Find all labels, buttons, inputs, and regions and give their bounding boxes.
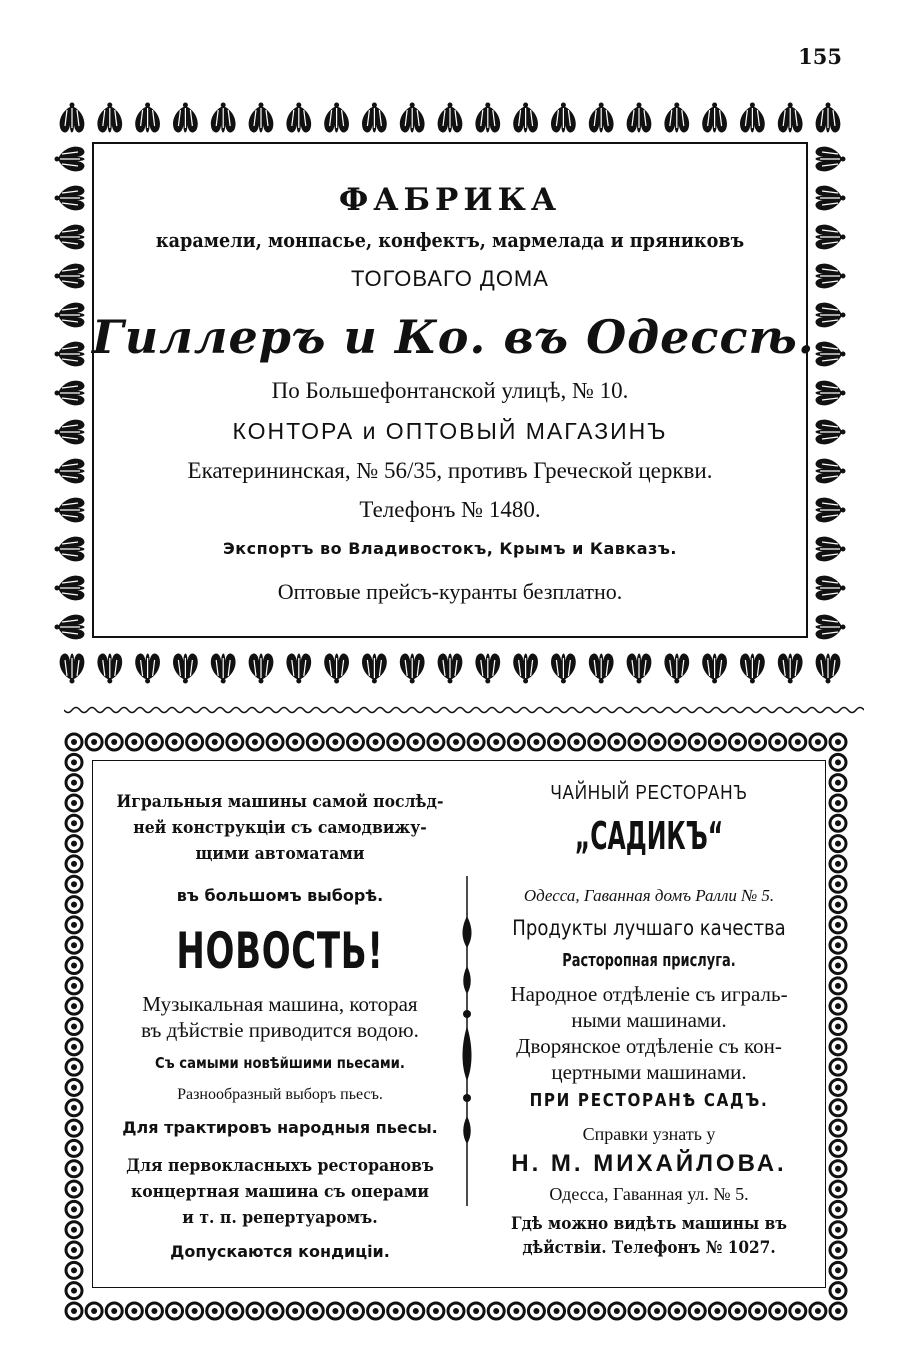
palmette-ornament — [55, 576, 85, 601]
palmette-ornament — [815, 420, 845, 445]
ring-ornament — [448, 734, 464, 750]
ring-ornament — [830, 795, 846, 811]
ring-ornament — [287, 1303, 303, 1319]
folk-section-line2: ными машинами. — [571, 1008, 727, 1032]
palmette-ornament — [551, 103, 576, 133]
ad1-phone: Телефонъ № 1480. — [359, 497, 541, 522]
ring-ornament — [830, 1242, 846, 1258]
ring-ornament — [207, 1303, 223, 1319]
palmette-ornament — [815, 303, 845, 328]
restaurant-address: Одесса, Гаванная домъ Ралли № 5. — [523, 886, 775, 905]
palmette-ornament — [815, 498, 845, 523]
palmette-ornament — [589, 653, 614, 683]
ring-ornament — [649, 1303, 665, 1319]
ring-ornament — [66, 1181, 82, 1197]
palmette-ornament — [97, 653, 122, 683]
novelty-headline: НОВОСТЬ! — [176, 922, 384, 980]
palmette-ornament — [286, 103, 311, 133]
palmette-ornament — [211, 103, 236, 133]
ring-ornament — [126, 734, 142, 750]
ring-ornament — [347, 1303, 363, 1319]
ring-ornament — [669, 734, 685, 750]
palmette-ornament — [55, 459, 85, 484]
palmette-ornament — [815, 615, 845, 640]
ring-ornament — [830, 1181, 846, 1197]
ring-ornament — [830, 1059, 846, 1075]
ring-ornament — [729, 734, 745, 750]
ring-ornament — [327, 1303, 343, 1319]
palmette-ornament — [815, 186, 845, 211]
ring-ornament — [66, 815, 82, 831]
ring-ornament — [66, 937, 82, 953]
palmette-ornament — [551, 653, 576, 683]
owner-name: Н. М. МИХАЙЛОВА. — [511, 1150, 787, 1177]
palmette-ornament — [55, 498, 85, 523]
ring-ornament — [408, 1303, 424, 1319]
palmette-ornament — [513, 653, 538, 683]
ring-ornament — [830, 1283, 846, 1299]
restaurant-name: „САДИКЪ“ — [574, 814, 724, 858]
ad2-left-column — [96, 764, 464, 1284]
taverns-pieces: Для трактировъ народныя пьесы. — [122, 1118, 438, 1137]
ring-ornament — [227, 734, 243, 750]
ring-ornament — [830, 1019, 846, 1035]
palmette-ornament — [55, 264, 85, 289]
palmette-ornament — [60, 103, 85, 133]
ring-ornament — [187, 1303, 203, 1319]
newest-pieces: Съ самыми новѣйшими пьесами. — [155, 1054, 405, 1072]
ring-ornament — [66, 876, 82, 892]
ring-ornament — [549, 1303, 565, 1319]
ring-ornament — [830, 917, 846, 933]
ad1-trading-house: ТОГОВАГО ДОМА — [351, 266, 549, 291]
ad1-export: Экспортъ во Владивостокъ, Крымъ и Кавказъ. — [223, 539, 677, 558]
ad1-title: ФАБРИКА — [338, 182, 562, 218]
pieces-variety: Разнообразный выборъ пьесъ. — [177, 1086, 383, 1103]
owner-address: Одесса, Гаванная ул. № 5. — [549, 1184, 749, 1204]
page-number: 155 — [798, 44, 842, 69]
palmette-ornament — [60, 653, 85, 683]
palmette-ornament — [324, 103, 349, 133]
palmette-ornament — [55, 225, 85, 250]
ring-ornament — [267, 1303, 283, 1319]
ring-ornament — [629, 1303, 645, 1319]
ad1-factory-address: По Большефонтанской улицѣ, № 10. — [271, 378, 629, 403]
palmette-ornament — [815, 381, 845, 406]
ring-ornament — [790, 1303, 806, 1319]
ring-ornament — [508, 1303, 524, 1319]
palmette-ornament — [249, 653, 274, 683]
ring-ornament — [468, 734, 484, 750]
ring-ornament — [830, 958, 846, 974]
palmette-ornament — [664, 103, 689, 133]
ring-ornament — [66, 1059, 82, 1075]
ring-ornament — [66, 1242, 82, 1258]
ring-ornament — [66, 775, 82, 791]
palmette-ornament — [324, 653, 349, 683]
palmette-ornament — [173, 103, 198, 133]
ad2-panel — [96, 764, 826, 1284]
ring-ornament — [167, 1303, 183, 1319]
ring-ornament — [66, 1140, 82, 1156]
ring-ornament — [709, 1303, 725, 1319]
ring-ornament — [750, 1303, 766, 1319]
ring-ornament — [66, 917, 82, 933]
ring-ornament — [830, 1303, 846, 1319]
palmette-ornament — [55, 147, 85, 172]
palmette-ornament — [55, 537, 85, 562]
palmette-ornament — [815, 459, 845, 484]
ring-ornament — [66, 1100, 82, 1116]
ring-ornament — [448, 1303, 464, 1319]
ring-ornament — [770, 734, 786, 750]
ring-ornament — [66, 734, 82, 750]
palmette-ornament — [211, 653, 236, 683]
palmette-ornament — [815, 576, 845, 601]
palmette-ornament — [702, 653, 727, 683]
ring-ornament — [66, 998, 82, 1014]
ring-ornament — [66, 1079, 82, 1095]
palmette-ornament — [702, 103, 727, 133]
ring-ornament — [830, 1161, 846, 1177]
ring-ornament — [830, 1100, 846, 1116]
ring-ornament — [830, 1140, 846, 1156]
ring-ornament — [408, 734, 424, 750]
palmette-ornament — [135, 103, 160, 133]
ring-ornament — [307, 734, 323, 750]
palmette-ornament — [55, 615, 85, 640]
garden-notice: ПРИ РЕСТОРАНѢ САДЪ. — [529, 1090, 769, 1111]
ring-ornament — [709, 734, 725, 750]
ring-ornament — [569, 1303, 585, 1319]
ring-ornament — [287, 734, 303, 750]
ring-ornament — [66, 1201, 82, 1217]
ring-ornament — [810, 734, 826, 750]
palmette-ornament — [400, 103, 425, 133]
ring-ornament — [689, 1303, 705, 1319]
ring-ornament — [106, 1303, 122, 1319]
noble-section-line2: цертными машинами. — [551, 1060, 747, 1084]
music-machine-desc1: Музыкальная машина, которая — [142, 992, 418, 1016]
ring-ornament — [830, 978, 846, 994]
ring-ornament — [66, 1262, 82, 1278]
ring-ornament — [468, 1303, 484, 1319]
wavy-divider — [64, 702, 864, 718]
palmette-ornament — [815, 147, 845, 172]
restaurants-line1: Для первокласныхъ ресторановъ — [126, 1156, 434, 1176]
ad1-subtitle: карамели, монпасье, конфектъ, мармелада и пряниковъ — [155, 228, 745, 252]
ring-ornament — [830, 836, 846, 852]
ring-ornament — [689, 734, 705, 750]
ring-ornament — [267, 734, 283, 750]
ring-ornament — [830, 1262, 846, 1278]
palmette-ornament — [740, 103, 765, 133]
ring-ornament — [207, 734, 223, 750]
ring-ornament — [66, 1161, 82, 1177]
palmette-ornament — [286, 653, 311, 683]
palmette-ornament — [816, 653, 841, 683]
ring-ornament — [810, 1303, 826, 1319]
palmette-ornament — [135, 653, 160, 683]
palmette-ornament — [173, 653, 198, 683]
ring-ornament — [830, 998, 846, 1014]
ring-ornament — [830, 1222, 846, 1238]
ring-ornament — [488, 1303, 504, 1319]
ad2-right-column — [472, 764, 826, 1284]
ring-ornament — [227, 1303, 243, 1319]
ring-ornament — [528, 734, 544, 750]
ring-ornament — [830, 1201, 846, 1217]
ring-ornament — [66, 754, 82, 770]
palmette-ornament — [249, 103, 274, 133]
palmette-ornament — [627, 653, 652, 683]
ring-ornament — [86, 734, 102, 750]
palmette-ornament — [627, 103, 652, 133]
palmette-ornament — [55, 381, 85, 406]
ring-ornament — [66, 958, 82, 974]
ad1-office-store: КОНТОРА и ОПТОВЫЙ МАГАЗИНЪ — [232, 418, 668, 444]
ring-ornament — [428, 1303, 444, 1319]
palmette-ornament — [400, 653, 425, 683]
ring-ornament — [126, 1303, 142, 1319]
ring-ornament — [569, 734, 585, 750]
ad1-panel — [92, 142, 815, 638]
ad1-price-lists: Оптовые прейсъ-куранты безплатно. — [277, 579, 623, 604]
music-machine-desc2: въ дѣйствіе приводится водою. — [141, 1018, 419, 1042]
service-staff: Расторопная прислуга. — [562, 950, 736, 971]
palmette-ornament — [664, 653, 689, 683]
palmette-ornament — [815, 342, 845, 367]
machines-line3: щими автоматами — [195, 844, 365, 864]
palmette-ornament — [55, 342, 85, 367]
ring-ornament — [549, 734, 565, 750]
machines-line1: Игральныя машины самой послѣд- — [116, 792, 444, 812]
ring-ornament — [66, 1222, 82, 1238]
ring-ornament — [830, 876, 846, 892]
ring-ornament — [247, 1303, 263, 1319]
ring-ornament — [830, 775, 846, 791]
palmette-ornament — [438, 653, 463, 683]
ring-ornament — [368, 734, 384, 750]
where-to-see-line1: Гдѣ можно видѣть машины въ — [511, 1214, 787, 1234]
ring-ornament — [830, 815, 846, 831]
ring-ornament — [66, 836, 82, 852]
ring-ornament — [729, 1303, 745, 1319]
ring-ornament — [146, 734, 162, 750]
ring-ornament — [830, 1039, 846, 1055]
restaurants-line2: концертная машина съ операми — [130, 1182, 430, 1202]
ring-ornament — [66, 978, 82, 994]
palmette-ornament — [816, 103, 841, 133]
ring-ornament — [66, 1120, 82, 1136]
ring-ornament — [609, 1303, 625, 1319]
ring-ornament — [649, 734, 665, 750]
palmette-ornament — [438, 103, 463, 133]
palmette-ornament — [815, 537, 845, 562]
machines-line2: ней конструкціи съ самодвижу- — [133, 818, 427, 838]
ring-ornament — [106, 734, 122, 750]
ad1-firm-name: Гиллеръ и Ко. въ Одессѣ. — [92, 310, 815, 364]
folk-section-line1: Народное отдѣленіе съ играль- — [510, 982, 788, 1006]
restaurants-line3: и т. п. репертуаромъ. — [182, 1208, 378, 1228]
ring-ornament — [66, 1039, 82, 1055]
ring-ornament — [830, 754, 846, 770]
ring-ornament — [589, 1303, 605, 1319]
palmette-ornament — [778, 653, 803, 683]
palmette-ornament — [778, 103, 803, 133]
noble-section-line1: Дворянское отдѣленіе съ кон- — [516, 1034, 782, 1058]
ring-ornament — [609, 734, 625, 750]
ring-ornament — [428, 734, 444, 750]
ring-ornament — [830, 856, 846, 872]
ring-ornament — [347, 734, 363, 750]
ring-ornament — [66, 1019, 82, 1035]
ring-ornament — [66, 897, 82, 913]
palmette-ornament — [55, 303, 85, 328]
ring-ornament — [187, 734, 203, 750]
ring-ornament — [830, 897, 846, 913]
ring-ornament — [830, 937, 846, 953]
ring-ornament — [528, 1303, 544, 1319]
ring-ornament — [488, 734, 504, 750]
ring-ornament — [86, 1303, 102, 1319]
palmette-ornament — [55, 186, 85, 211]
ring-ornament — [66, 1303, 82, 1319]
tea-restaurant-heading: ЧАЙНЫЙ РЕСТОРАНЪ — [550, 782, 748, 804]
ring-ornament — [327, 734, 343, 750]
ring-ornament — [307, 1303, 323, 1319]
ad1-office-address: Екатерининская, № 56/35, противъ Греческой церкви. — [187, 458, 713, 483]
machines-choice: въ большомъ выборѣ. — [176, 886, 384, 905]
where-to-see-line2: дѣйствіи. Телефонъ № 1027. — [522, 1238, 776, 1258]
ring-ornament — [388, 1303, 404, 1319]
ring-ornament — [790, 734, 806, 750]
ring-ornament — [770, 1303, 786, 1319]
palmette-ornament — [815, 225, 845, 250]
palmette-ornament — [362, 103, 387, 133]
terms-allowed: Допускаются кондиціи. — [170, 1242, 390, 1261]
palmette-ornament — [55, 420, 85, 445]
ring-ornament — [66, 1283, 82, 1299]
ring-ornament — [388, 734, 404, 750]
ring-ornament — [167, 734, 183, 750]
ring-ornament — [830, 1120, 846, 1136]
products-quality: Продукты лучшаго качества — [512, 916, 786, 940]
ring-ornament — [830, 1079, 846, 1095]
palmette-ornament — [97, 103, 122, 133]
ring-ornament — [750, 734, 766, 750]
ring-ornament — [669, 1303, 685, 1319]
palmette-ornament — [362, 653, 387, 683]
ring-ornament — [589, 734, 605, 750]
palmette-ornament — [815, 264, 845, 289]
ring-ornament — [629, 734, 645, 750]
ring-ornament — [66, 795, 82, 811]
ring-ornament — [830, 734, 846, 750]
palmette-ornament — [475, 103, 500, 133]
palmette-ornament — [475, 653, 500, 683]
ring-ornament — [247, 734, 263, 750]
ring-ornament — [146, 1303, 162, 1319]
ring-ornament — [66, 856, 82, 872]
ring-ornament — [508, 734, 524, 750]
inquiries-label: Справки узнать у — [582, 1124, 716, 1144]
palmette-ornament — [740, 653, 765, 683]
ring-ornament — [368, 1303, 384, 1319]
palmette-ornament — [513, 103, 538, 133]
palmette-ornament — [589, 103, 614, 133]
